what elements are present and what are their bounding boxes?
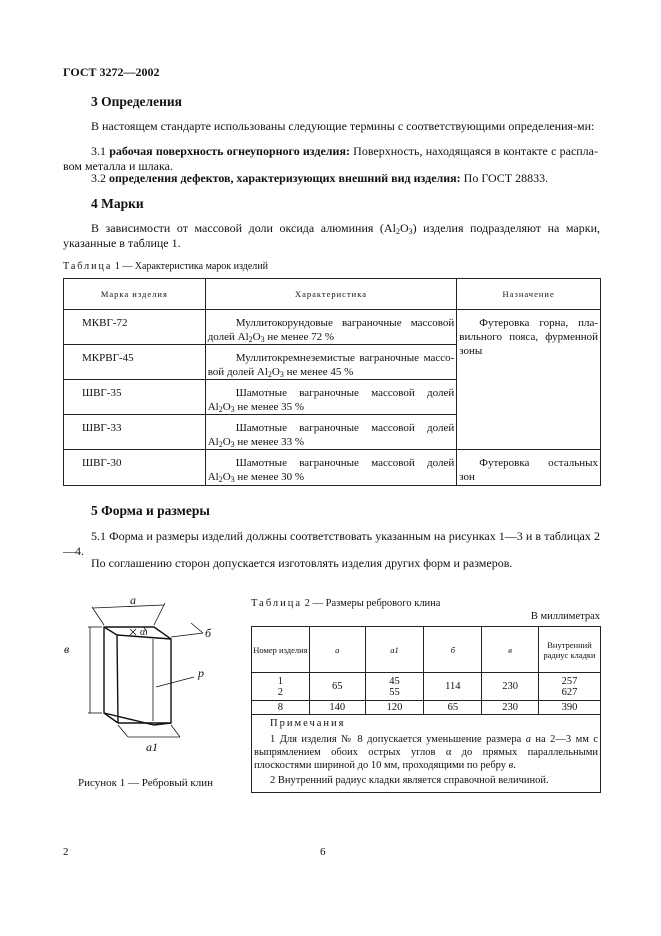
- term-3-1-def: Поверхность, находящаяся в контакте с распла-вом металла и шлака.: [63, 144, 598, 173]
- purpose-cell: Футеровка горна, пла-вильного пояса, фурменной зоны: [457, 310, 601, 450]
- mark-cell: ШВГ-30: [64, 450, 206, 486]
- table2-header-a: а: [309, 627, 365, 673]
- section-3-title: 3 Определения: [91, 94, 182, 109]
- table2-notes-row: [252, 715, 601, 793]
- section-3-intro: В настоящем стандарте использованы следующие термины с соответствующими определения-ми:: [91, 119, 595, 133]
- cell: 120: [365, 701, 424, 715]
- cell: 114: [424, 673, 482, 701]
- table1-header-purpose: Назначение: [457, 279, 601, 310]
- mark-cell: МКРВГ-45: [64, 345, 206, 380]
- section-5-p1: 5.1 Форма и размеры изделий должны соответствовать указанным на рисунках 1—3 и в таблицах 2—4.: [63, 529, 600, 558]
- table2-header-a1: а1: [365, 627, 424, 673]
- term-3-2-def: По ГОСТ 28833.: [463, 171, 549, 185]
- char-cell: Шамотные ваграночные массовой долей $Al_2O_3$ не менее 35 %: [205, 380, 457, 415]
- table-row: [64, 450, 601, 486]
- page-number-left: 2: [63, 846, 69, 858]
- table2-notes: [252, 715, 601, 793]
- table2: [251, 626, 601, 793]
- purpose-cell: Футеровка остальных зон: [457, 450, 601, 486]
- table2-header-radius: Внутренний радиус кладки: [539, 627, 601, 673]
- brick-outline: [104, 627, 171, 725]
- cell: 257 627: [539, 673, 601, 701]
- section-4-text-a: В зависимости от массовой доли оксида алюминия (Al: [91, 221, 396, 235]
- term-3-2-num: 3.2: [91, 171, 106, 185]
- section-4-text-c: ) изделия подразделяют на марки, указанные в таблице 1.: [63, 221, 600, 250]
- cell: 230: [482, 701, 539, 715]
- label-a1: а1: [146, 740, 158, 754]
- section-4-text: В зависимости от массовой доли оксида алюминия $(Al_2O_3)$ изделия подразделяют на марки, указанные в таблице 1.: [63, 221, 600, 250]
- table1-caption: [63, 261, 268, 272]
- note-1: 1 Для изделия № 8 допускается уменьшение размера а на 2—3 мм с выпрямлением обоих острых углов α до прямых параллельными плоскостями шириной до 10 мм, проходящими по ребру в.: [254, 734, 599, 771]
- table-row: [252, 701, 601, 715]
- term-3-2: [91, 171, 601, 186]
- cell: 8: [252, 701, 310, 715]
- mark-cell: МКВГ-72: [64, 310, 206, 345]
- label-v: в: [64, 642, 70, 656]
- term-3-2-term: определения дефектов, характеризующих внешний вид изделия:: [109, 171, 461, 185]
- cell: 140: [309, 701, 365, 715]
- char-cell: Шамотные ваграночные массовой долей $Al_2O_3$ не менее 33 %: [205, 415, 457, 450]
- term-3-1-num: 3.1: [91, 144, 106, 158]
- table-row: [64, 310, 601, 345]
- table1: [63, 278, 601, 486]
- table1-header-mark: Марка изделия: [64, 279, 206, 310]
- label-b: б: [205, 626, 212, 640]
- mark-cell: ШВГ-35: [64, 380, 206, 415]
- table2-header-v: в: [482, 627, 539, 673]
- cell: 65: [424, 701, 482, 715]
- term-3-1-term: рабочая поверхность огнеупорного изделия:: [109, 144, 350, 158]
- cell: 390: [539, 701, 601, 715]
- label-alpha: α: [140, 627, 146, 638]
- page-number-center: 6: [320, 846, 326, 858]
- cell: 230: [482, 673, 539, 701]
- note-2: 2 Внутренний радиус кладки является справочной величиной.: [270, 775, 549, 786]
- table2-caption: [251, 598, 440, 609]
- table1-caption-text: 1 — Характеристика марок изделий: [114, 261, 268, 272]
- table-row: [252, 673, 601, 701]
- label-r: р: [198, 666, 204, 680]
- cell: 45 55: [365, 673, 424, 701]
- figure-wedge-brick: [60, 585, 240, 765]
- table2-caption-label: Таблица: [251, 598, 303, 609]
- table1-caption-label: Таблица: [63, 261, 113, 272]
- mark-cell: ШВГ-33: [64, 415, 206, 450]
- section-5-p2: По соглашению сторон допускается изготовлять изделия других форм и размеров.: [91, 556, 513, 570]
- term-3-1: [63, 144, 598, 174]
- cell: 1 2: [252, 673, 310, 701]
- label-a: а: [130, 593, 136, 607]
- section-5-title: 5 Форма и размеры: [91, 503, 210, 518]
- table2-caption-text: 2 — Размеры ребрового клина: [304, 598, 441, 609]
- figure-caption: Рисунок 1 — Ребровый клин: [78, 777, 214, 789]
- table2-units: В миллиметрах: [530, 611, 600, 622]
- notes-title: Примечания: [270, 718, 346, 729]
- cell: 65: [309, 673, 365, 701]
- document-header: ГОСТ 3272—2002: [63, 65, 160, 79]
- section-4-title: 4 Марки: [91, 196, 144, 211]
- table1-header-char: Характеристика: [205, 279, 457, 310]
- char-cell: Муллитокремнеземистые ваграночные массо-вой долей $Al_2O_3$ не менее 45 %: [205, 345, 457, 380]
- table2-header-b: б: [424, 627, 482, 673]
- table2-header-num: Номер изделия: [252, 627, 310, 673]
- char-cell: Шамотные ваграночные массовой долей $Al_2O_3$ не менее 30 %: [205, 450, 457, 486]
- char-cell: Муллитокорундовые ваграночные массовой долей $Al_2O_3$ не менее 72 %: [205, 310, 457, 345]
- section-4-text-b: O: [399, 221, 409, 235]
